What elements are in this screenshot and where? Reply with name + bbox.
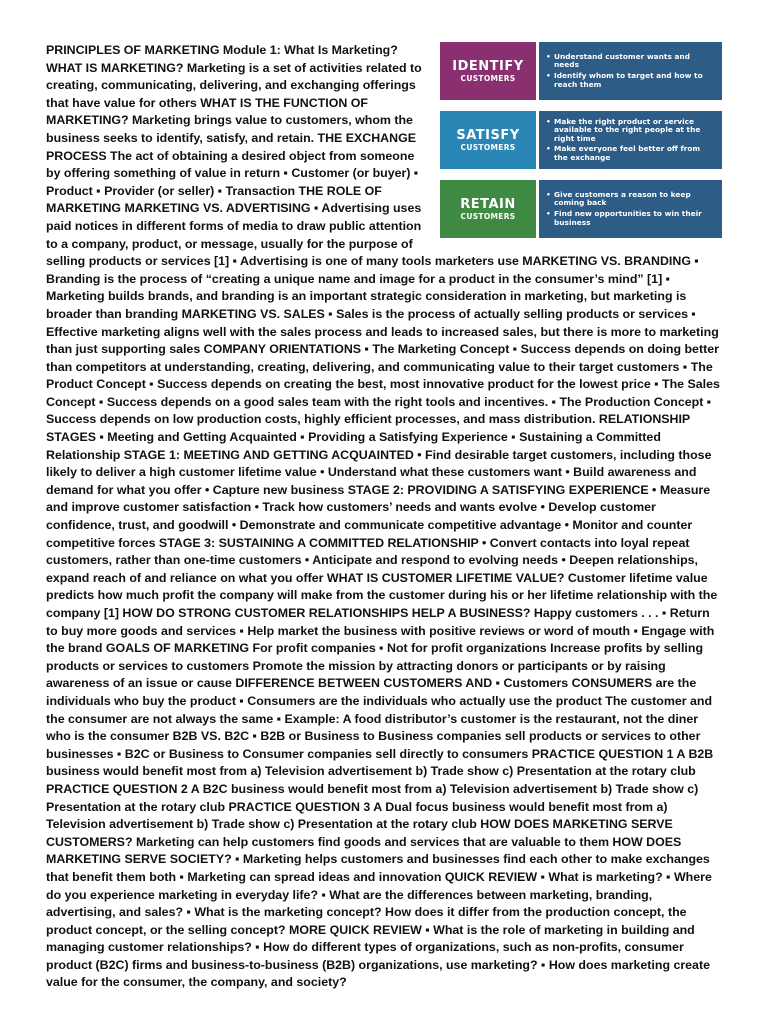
satisfy-label-block <box>440 111 536 169</box>
satisfy-subtitle: CUSTOMERS <box>460 143 516 152</box>
customer-framework-figure <box>440 42 722 238</box>
retain-label-block <box>440 180 536 238</box>
bullet-item <box>546 145 716 162</box>
bullet-text: Give customers a reason to keep coming back <box>554 189 691 208</box>
identify-label-block <box>440 42 536 100</box>
bullet-text: Make everyone feel better off from the exchange <box>554 144 701 162</box>
bullet-item <box>546 53 716 70</box>
document-page <box>46 42 722 992</box>
satisfy-bullets <box>539 111 722 169</box>
bullet-text: Understand customer wants and needs <box>554 51 690 70</box>
bullet-item <box>546 118 716 144</box>
retain-subtitle: CUSTOMERS <box>460 212 516 221</box>
identify-row <box>440 42 722 100</box>
bullet-item <box>546 72 716 89</box>
satisfy-row <box>440 111 722 169</box>
retain-title: RETAIN <box>460 197 516 212</box>
bullet-icon: • <box>546 116 551 126</box>
bullet-icon: • <box>546 144 551 154</box>
document-body-text: PRINCIPLES OF MARKETING Module 1: What Is Marketing? WHAT IS MARKETING? Marketing is a set of activities related to creating, communicating, delivering, and exchanging offerings that have value for others WHAT IS THE FUNCTION OF MARKETING? Marketing brings value to customers, whom the business seeks to identify, satisfy, and retain. THE EXCHANGE PROCESS The act of obtaining a desired object from someone by offering something of value in return ▪ Customer (or buyer) ▪ Product ▪ Provider (or seller) ▪ Transaction THE ROLE OF MARKETING MARKETING VS. ADVERTISING ▪ Advertising uses paid notices in different forms of media to draw public attention to a company, product, or message, usually for the purpose of selling products or services [1] ▪ Advertising is one of many tools marketers use MARKETING VS. BRANDING ▪ Branding is the process of “creating a unique name and image for a product in the consumer’s mind” [1] ▪ Marketing builds brands, and branding is an important strategic consideration in marketing, but marketing is broader than branding MARKETING VS. SALES ▪ Sales is the process of actually selling products or services ▪ Effective marketing aligns well with the sales process and leads to increased sales, but there is more to marketing than just supporting sales COMPANY ORIENTATIONS ▪ The Marketing Concept ▪ Success depends on doing better than competitors at understanding, creating, delivering, and communicating value to their target customers ▪ The Product Concept ▪ Success depends on creating the best, most innovative product for the lowest price ▪ The Sales Concept ▪ Success depends on a good sales team with the right tools and incentives. ▪ The Production Concept ▪ Success depends on low production costs, highly efficient processes, and mass distribution. RELATIONSHIP STAGES ▪ Meeting and Getting Acquainted ▪ Providing a Satisfying Experience ▪ Sustaining a Committed Relationship STAGE 1: MEETING AND GETTING ACQUAINTED • Find desirable target customers, including those likely to deliver a high customer lifetime value • Understand what these customers want • Build awareness and demand for what you offer • Capture new business STAGE 2: PROVIDING A SATISFYING EXPERIENCE • Measure and improve customer satisfaction • Track how customers’ needs and wants evolve • Develop customer confidence, trust, and goodwill • Demonstrate and communicate competitive advantage • Monitor and counter competitive forces STAGE 3: SUSTAINING A COMMITTED RELATIONSHIP • Convert contacts into loyal repeat customers, rather than one-time customers • Anticipate and respond to evolving needs • Deepen relationships, expand reach of and reliance on what you offer WHAT IS CUSTOMER LIFETIME VALUE? Customer lifetime value predicts how much profit the company will make from the customer during his or her lifetime relationship with the company [1] HOW DO STRONG CUSTOMER RELATIONSHIPS HELP A BUSINESS? Happy customers . . . ▪ Return to buy more goods and services ▪ Help market the business with positive reviews or word of mouth ▪ Engage with the brand GOALS OF MARKETING For profit companies ▪ Not for profit organizations Increase profits by selling products or services to customers Promote the mission by attracting donors or participants or by raising awareness of an issue or cause DIFFERENCE BETWEEN CUSTOMERS AND ▪ Customers CONSUMERS are the individuals who buy the product ▪ Consumers are the individuals who actually use the product The customer and the consumer are not always the same ▪ Example: A food distributor’s customer is the restaurant, not the diner who is the consumer B2B VS. B2C ▪ B2B or Business to Business companies sell products or services to other businesses ▪ B2C or Business to Consumer companies sell directly to consumers PRACTICE QUESTION 1 A B2B business would benefit most from a) Television advertisement b) Trade show c) Presentation at the rotary club PRACTICE QUESTION 2 A B2C business would benefit most from a) Television advertisement b) Trade show c) Presentation at the rotary club PRACTICE QUESTION 3 A Dual focus business would benefit most from a) Television advertisement b) Trade show c) Presentation at the rotary club HOW DOES MARKETING SERVE CUSTOMERS? Marketing can help customers find goods and services that are valuable to them HOW DOES MARKETING SERVE SOCIETY? ▪ Marketing helps customers and businesses find each other to make exchanges that benefit them both ▪ Marketing can spread ideas and innovation QUICK REVIEW ▪ What is marketing? ▪ Where do you experience marketing in everyday life? ▪ What are the differences between marketing, branding, advertising, and sales? ▪ What is the marketing concept? How does it differ from the production concept, the product concept, or the selling concept? MORE QUICK REVIEW ▪ What is the role of marketing in building and managing customer relationships? ▪ How do different types of organizations, such as non-profits, consumer product (B2C) firms and business-to-business (B2B) organizations, use marketing? ▪ How does marketing create value for the consumer, the company, and society? <box>46 43 720 990</box>
bullet-text: Find new opportunities to win their business <box>554 209 702 227</box>
bullet-icon: • <box>546 189 551 199</box>
bullet-text: Make the right product or service available to the right people at the right time <box>554 116 701 143</box>
satisfy-title: SATISFY <box>456 128 520 143</box>
identify-title: IDENTIFY <box>452 59 524 74</box>
bullet-item <box>546 210 716 227</box>
identify-subtitle: CUSTOMERS <box>460 74 516 83</box>
bullet-icon: • <box>546 51 551 61</box>
bullet-text: Identify whom to target and how to reach them <box>554 71 703 89</box>
bullet-icon: • <box>546 71 551 80</box>
bullet-icon: • <box>546 209 551 218</box>
bullet-item <box>546 191 716 208</box>
retain-row <box>440 180 722 238</box>
retain-bullets <box>539 180 722 238</box>
identify-bullets <box>539 42 722 100</box>
